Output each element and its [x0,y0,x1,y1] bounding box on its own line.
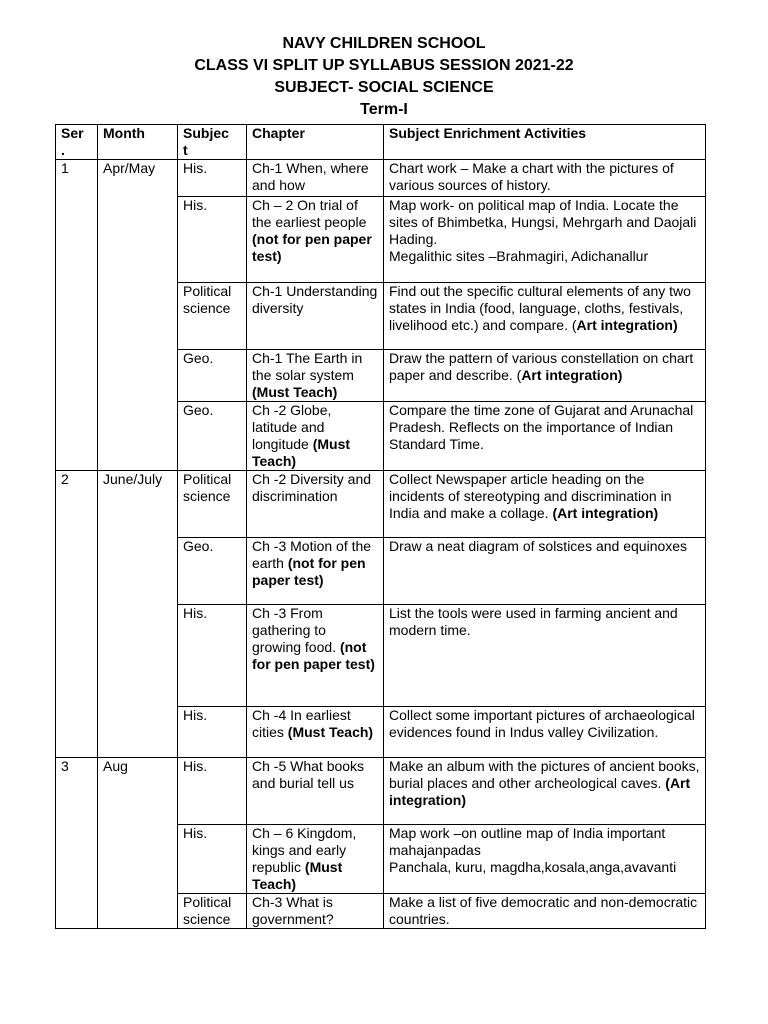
column-header-ser: Ser . [56,125,98,160]
cell-ser: 2 [56,471,98,758]
cell-subject: Geo. [178,538,247,605]
cell-chapter [247,707,384,758]
cell-chapter [247,538,384,605]
chapter-title: Ch-3 What is government? [252,894,334,927]
activity-text: Make an album with the pictures of ancient books, burial places and other archeological caves. [389,758,700,791]
cell-subject: His. [178,160,247,197]
cell-activity [384,160,706,197]
chapter-title: Ch-1 When, where and how [252,160,369,193]
activity-text: Draw a neat diagram of solstices and equinoxes [389,538,688,554]
activity-text: Map work- on political map of India. Locate the sites of Bhimbetka, Hungsi, Mehrgarh and Daojali Hading. Megalithic sites –Brahmagiri, Adichanallur [389,197,697,264]
cell-subject: His. [178,825,247,894]
subject-title: SUBJECT- SOCIAL SCIENCE [274,79,494,96]
cell-activity [384,894,706,929]
term-title: Term-I [360,101,408,118]
cell-subject: His. [178,605,247,707]
chapter-title: Ch -5 What books and burial tell us [252,758,365,791]
table-row [56,160,706,197]
chapter-title: Ch -3 Motion of the earth [252,538,372,571]
chapter-title: Ch -3 From gathering to growing food. [252,605,337,655]
cell-subject: His. [178,197,247,283]
cell-month: June/July [98,471,178,758]
chapter-title: Ch -2 Globe, latitude and longitude [252,402,332,452]
activity-note: Art integration) [521,367,623,383]
cell-subject: Geo. [178,350,247,402]
chapter-title: Ch – 6 Kingdom, kings and early republic [252,825,357,875]
column-header-chapter: Chapter [247,125,384,160]
column-header-month: Month [98,125,178,160]
activity-text: Map work –on outline map of India important mahajanpadas Panchala, kuru, magdha,kosala,anga,avavanti [389,825,677,875]
syllabus-title: CLASS VI SPLIT UP SYLLABUS SESSION 2021-22 [194,57,574,74]
cell-activity [384,283,706,350]
chapter-title: Ch -4 In earliest cities [252,707,351,740]
cell-chapter [247,197,384,283]
document-header [0,33,768,121]
chapter-title: Ch-1 Understanding diversity [252,283,378,316]
activity-text: Find out the specific cultural elements of any two states in India (food, language, cloths, festivals, livelihood etc.) and compare. ( [389,283,691,333]
column-header-activity: Subject Enrichment Activities [384,125,706,160]
cell-chapter [247,758,384,825]
cell-activity [384,825,706,894]
cell-chapter [247,471,384,538]
school-name: NAVY CHILDREN SCHOOL [282,35,486,52]
activity-note: (Art integration) [552,505,659,521]
cell-ser: 1 [56,160,98,471]
cell-chapter [247,825,384,894]
activity-text: Chart work – Make a chart with the pictures of various sources of history. [389,160,674,193]
cell-chapter [247,894,384,929]
chapter-note: (Must Teach) [287,724,374,740]
chapter-title: Ch-1 The Earth in the solar system [252,350,363,383]
chapter-title: Ch -2 Diversity and discrimination [252,471,372,504]
table-row [56,758,706,825]
activity-text: List the tools were used in farming ancient and modern time. [389,605,678,638]
table-body [56,160,706,929]
cell-activity [384,197,706,283]
cell-activity [384,538,706,605]
activity-text: Make a list of five democratic and non-democratic countries. [389,894,698,927]
cell-activity [384,350,706,402]
activity-text: Collect some important pictures of archaeological evidences found in Indus valley Civilization. [389,707,695,740]
chapter-note: (Must Teach) [252,384,338,400]
cell-chapter [247,283,384,350]
chapter-note: (not for pen paper test) [252,231,372,264]
chapter-note: (not for pen paper test) [252,555,366,588]
chapter-title: Ch – 2 On trial of the earliest people [252,197,367,230]
cell-activity [384,758,706,825]
cell-subject: Political science [178,894,247,929]
cell-activity [384,471,706,538]
cell-subject: His. [178,707,247,758]
chapter-note: (Must Teach) [252,436,351,469]
cell-month: Apr/May [98,160,178,471]
chapter-note: (Must Teach) [252,859,343,892]
cell-activity [384,707,706,758]
activity-text: Draw the pattern of various constellation on chart paper and describe. ( [389,350,694,383]
cell-chapter [247,402,384,471]
table-header-row [56,125,706,160]
cell-activity [384,402,706,471]
cell-subject: Political science [178,283,247,350]
cell-month: Aug [98,758,178,929]
activity-text: Compare the time zone of Gujarat and Arunachal Pradesh. Reflects on the importance of Indian Standard Time. [389,402,694,452]
chapter-note: (not for pen paper test) [252,639,375,672]
cell-activity [384,605,706,707]
cell-ser: 3 [56,758,98,929]
column-header-subject: Subjec t [178,125,247,160]
activity-note: (Art integration) [389,775,691,808]
activity-text: Collect Newspaper article heading on the incidents of stereotyping and discrimination in India and make a collage. [389,471,672,521]
cell-chapter [247,605,384,707]
cell-chapter [247,350,384,402]
cell-subject: His. [178,758,247,825]
syllabus-table [55,124,706,929]
cell-chapter [247,160,384,197]
activity-note: Art integration) [576,317,678,333]
table-row [56,471,706,538]
cell-subject: Political science [178,471,247,538]
cell-subject: Geo. [178,402,247,471]
